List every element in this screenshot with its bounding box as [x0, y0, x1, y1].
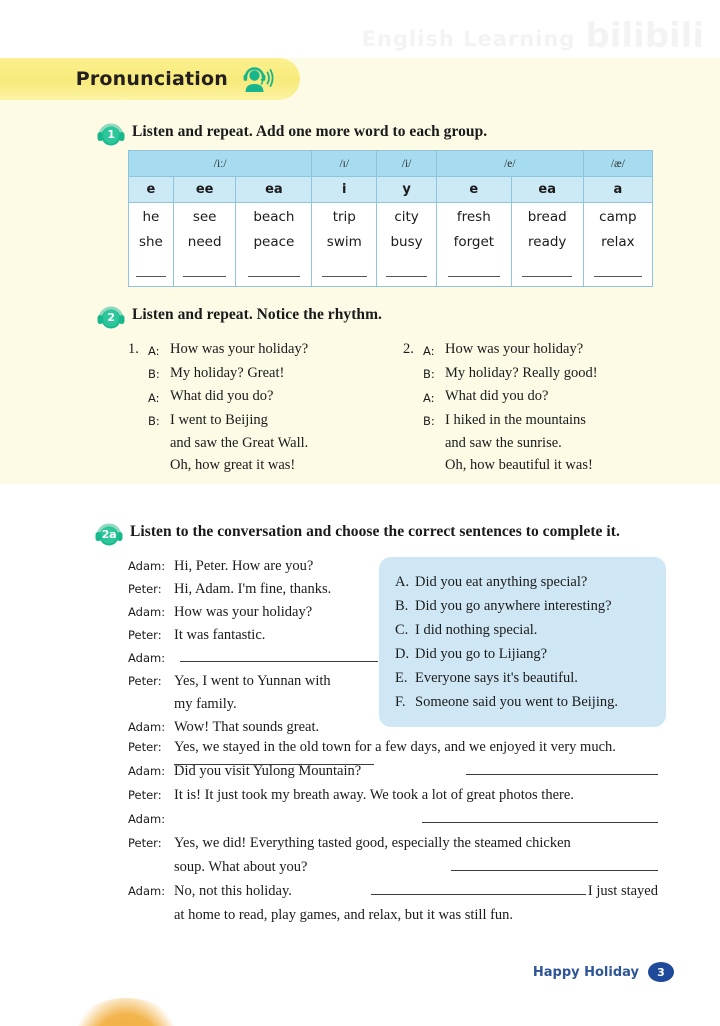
dialogue-text: What did you do? [445, 388, 549, 404]
phonetic-cell: /e/ [436, 151, 583, 177]
spelling-cell: ea [236, 177, 312, 203]
dialogue-text: My holiday? Great! [170, 364, 285, 381]
speaker-label: A: [423, 390, 435, 405]
conversation-line [128, 555, 378, 578]
phonetic-header-row [129, 151, 653, 177]
word-cell: busy [377, 229, 437, 255]
speaker-label: Adam: [128, 812, 166, 826]
word-row-2 [129, 229, 653, 255]
speaker-label: Peter: [128, 836, 162, 850]
word-blank-cell[interactable] [511, 255, 583, 287]
task-2-heading [96, 305, 656, 330]
option-text: Everyone says it's beautiful. [415, 670, 578, 686]
blank-line [136, 276, 167, 277]
speaker-label: B: [423, 414, 435, 428]
blank-line [322, 276, 367, 277]
blank-line [183, 276, 226, 277]
dialogue-text: Did you visit Yulong Mountain? [174, 763, 362, 779]
spelling-cell: a [583, 177, 652, 203]
word-blank-cell[interactable] [236, 255, 312, 287]
pronunciation-table-body [129, 151, 653, 287]
rhythm-line [403, 338, 658, 362]
conversation-line [128, 807, 658, 831]
answer-blank[interactable] [371, 881, 586, 896]
rhythm-line [403, 385, 658, 409]
conversation-line [128, 759, 658, 783]
rhythm-dialogue-number [403, 362, 423, 386]
speaker-label: Peter: [128, 582, 162, 596]
spelling-cell: e [129, 177, 174, 203]
speaker-label: Adam: [128, 605, 166, 619]
word-blank-cell[interactable] [436, 255, 511, 287]
phonetic-cell: /ɪ/ [312, 151, 377, 177]
conversation-line [128, 903, 658, 927]
dialogue-text: soup. What about you? [174, 859, 308, 875]
rhythm-dialogue-number [128, 454, 148, 476]
word-cell: city [377, 203, 437, 229]
dialogue-text: Oh, how great it was! [170, 457, 296, 473]
speaker-label: Adam: [128, 720, 166, 734]
rhythm-line [128, 385, 383, 409]
speaker-label: Peter: [128, 740, 162, 754]
word-row-1 [129, 203, 653, 229]
rhythm-line [128, 409, 383, 433]
word-cell: forget [436, 229, 511, 255]
rhythm-dialogue [403, 338, 658, 476]
dialogue-text: and saw the sunrise. [445, 435, 562, 451]
dialogue-text: Hi, Peter. How are you? [174, 558, 314, 574]
dialogue-text: What did you do? [170, 388, 274, 404]
dialogue-text: at home to read, play games, and relax, but it was still fun. [174, 907, 514, 923]
blank-line [386, 276, 427, 277]
answer-blank[interactable] [451, 857, 658, 872]
dialogue-text: Yes, we did! Everything tasted good, especially the steamed chicken [174, 835, 571, 851]
word-cell: see [173, 203, 236, 229]
answer-blank[interactable] [422, 809, 658, 824]
rhythm-line [128, 432, 383, 454]
word-blank-cell[interactable] [583, 255, 652, 287]
blank-answer-row [129, 255, 653, 287]
speaker-label: A: [148, 390, 160, 405]
rhythm-dialogue-number [403, 454, 423, 476]
speaker-label: Adam: [128, 651, 166, 665]
rhythm-dialogues [128, 338, 658, 476]
conversation-line [128, 670, 378, 693]
word-cell: he [129, 203, 174, 229]
option-text: Did you go to Lijiang? [415, 646, 548, 662]
speaker-label: B: [423, 367, 435, 381]
rhythm-dialogue-number: 1. [128, 341, 139, 357]
speaker-label: Peter: [128, 788, 162, 802]
option-letter: B. [395, 598, 409, 614]
word-blank-cell[interactable] [173, 255, 236, 287]
task-2-badge-number: 2 [107, 311, 115, 324]
conversation-line [128, 578, 378, 601]
spelling-cell: e [436, 177, 511, 203]
dialogue-text: and saw the Great Wall. [170, 435, 309, 451]
blank-line [448, 276, 500, 277]
conversation-line [128, 693, 378, 716]
spelling-cell: ea [511, 177, 583, 203]
answer-blank[interactable] [466, 761, 658, 776]
pronunciation-table [128, 150, 653, 287]
word-cell: beach [236, 203, 312, 229]
headphone-badge-2a-icon [94, 519, 124, 547]
word-cell: need [173, 229, 236, 255]
word-cell: camp [583, 203, 652, 229]
page-title: Pronunciation [75, 68, 228, 90]
word-blank-cell[interactable] [312, 255, 377, 287]
conversation-line [128, 735, 658, 759]
rhythm-dialogue-number [403, 385, 423, 409]
headphone-badge-1-icon [96, 119, 126, 147]
rhythm-dialogue-number [128, 432, 148, 454]
dialogue-text: My holiday? Really good! [445, 364, 598, 381]
option-text: Did you go anywhere interesting? [415, 598, 612, 614]
option-letter: D. [395, 646, 410, 662]
answer-option[interactable] [395, 690, 652, 714]
word-blank-cell[interactable] [129, 255, 174, 287]
conversation-lower [128, 735, 658, 927]
conversation-line [128, 647, 378, 670]
page-background-white-top [0, 0, 720, 58]
rhythm-line [128, 362, 383, 386]
dialogue-text: How was your holiday? [174, 604, 313, 620]
spelling-cell: ee [173, 177, 236, 203]
conversation-line [128, 855, 658, 879]
conversation-line [128, 624, 378, 647]
conversation-line [128, 831, 658, 855]
rhythm-dialogue-number [128, 385, 148, 409]
headphone-badge-2-icon [96, 302, 126, 330]
conversation-line [128, 783, 658, 807]
word-cell: trip [312, 203, 377, 229]
word-cell: ready [511, 229, 583, 255]
option-text: I did nothing special. [415, 622, 538, 638]
rhythm-dialogue-number [128, 362, 148, 386]
rhythm-dialogue-number [403, 409, 423, 433]
page-number-badge: 3 [648, 962, 674, 982]
task-1-title: Listen and repeat. Add one more word to each group. [132, 123, 488, 140]
answer-options-box[interactable] [379, 557, 666, 727]
word-cell: bread [511, 203, 583, 229]
word-blank-cell[interactable] [377, 255, 437, 287]
dialogue-text: It was fantastic. [174, 627, 266, 643]
dialogue-text: It is! It just took my breath away. We took a lot of great photos there. [174, 787, 574, 803]
answer-option[interactable] [395, 642, 652, 666]
speaker-label: A: [423, 343, 435, 358]
word-cell: relax [583, 229, 652, 255]
task-1-heading [96, 122, 656, 147]
page-footer [533, 962, 674, 982]
word-cell: swim [312, 229, 377, 255]
task-2a-title: Listen to the conversation and choose the correct sentences to complete it. [130, 523, 620, 540]
phonetic-cell: /iː/ [129, 151, 312, 177]
answer-blank[interactable] [180, 648, 378, 663]
dialogue-text: Hi, Adam. I'm fine, thanks. [174, 581, 332, 597]
dialogue-text: How was your holiday? [170, 341, 309, 357]
blank-line [248, 276, 300, 277]
conversation-upper [128, 555, 378, 765]
dialogue-text: Yes, I went to Yunnan with [174, 673, 331, 689]
speaker-label: Peter: [128, 674, 162, 688]
dialogue-text: I went to Beijing [170, 411, 268, 428]
conversation-line [128, 879, 658, 903]
word-cell: peace [236, 229, 312, 255]
rhythm-line [403, 362, 658, 386]
spelling-cell: i [312, 177, 377, 203]
task-2-title: Listen and repeat. Notice the rhythm. [132, 306, 382, 323]
footer-unit-label: Happy Holiday [532, 964, 639, 980]
rhythm-line [403, 432, 658, 454]
rhythm-line [403, 409, 658, 433]
dialogue-text: Wow! That sounds great. [174, 719, 320, 735]
headset-person-icon [240, 64, 274, 94]
spelling-cell: y [377, 177, 437, 203]
task-2a-heading [94, 522, 674, 547]
option-letter: A. [395, 574, 410, 590]
answer-option[interactable] [395, 618, 652, 642]
option-text: Did you eat anything special? [415, 574, 588, 590]
word-cell: fresh [436, 203, 511, 229]
pronunciation-section-banner [0, 58, 300, 100]
answer-option[interactable] [395, 594, 652, 618]
option-letter: E. [395, 670, 408, 686]
rhythm-dialogue-number: 2. [403, 341, 414, 357]
word-cell: she [129, 229, 174, 255]
dialogue-text: No, not this holiday. [174, 883, 292, 899]
rhythm-dialogue-number [128, 409, 148, 433]
rhythm-dialogue-number [403, 432, 423, 454]
speaker-label: B: [148, 414, 160, 428]
speaker-label: Adam: [128, 764, 166, 778]
rhythm-dialogue [128, 338, 383, 476]
task-2a-badge-number: 2a [101, 528, 117, 541]
phonetic-cell: /æ/ [583, 151, 652, 177]
answer-option[interactable] [395, 570, 652, 594]
dialogue-text: How was your holiday? [445, 341, 584, 357]
dialogue-text-tail: I just stayed [587, 883, 658, 899]
speaker-label: B: [148, 367, 160, 381]
speaker-label: Adam: [128, 884, 166, 898]
dialogue-text: Yes, we stayed in the old town for a few days, and we enjoyed it very much. [174, 739, 616, 755]
speaker-label: Adam: [128, 559, 166, 573]
speaker-label: A: [148, 343, 160, 358]
rhythm-line [128, 338, 383, 362]
phonetic-cell: /i/ [377, 151, 437, 177]
option-text: Someone said you went to Beijing. [415, 694, 618, 710]
dialogue-text: I hiked in the mountains [445, 411, 586, 428]
task-1-badge-number: 1 [107, 128, 115, 141]
option-letter: F. [395, 694, 406, 710]
conversation-line [128, 601, 378, 624]
answer-option[interactable] [395, 666, 652, 690]
speaker-label: Peter: [128, 628, 162, 642]
dialogue-text: Oh, how beautiful it was! [445, 457, 593, 473]
dialogue-text: my family. [174, 696, 237, 712]
rhythm-line [403, 454, 658, 476]
rhythm-line [128, 454, 383, 476]
option-letter: C. [395, 622, 409, 638]
spelling-header-row [129, 177, 653, 203]
blank-line [522, 276, 572, 277]
blank-line [594, 276, 642, 277]
